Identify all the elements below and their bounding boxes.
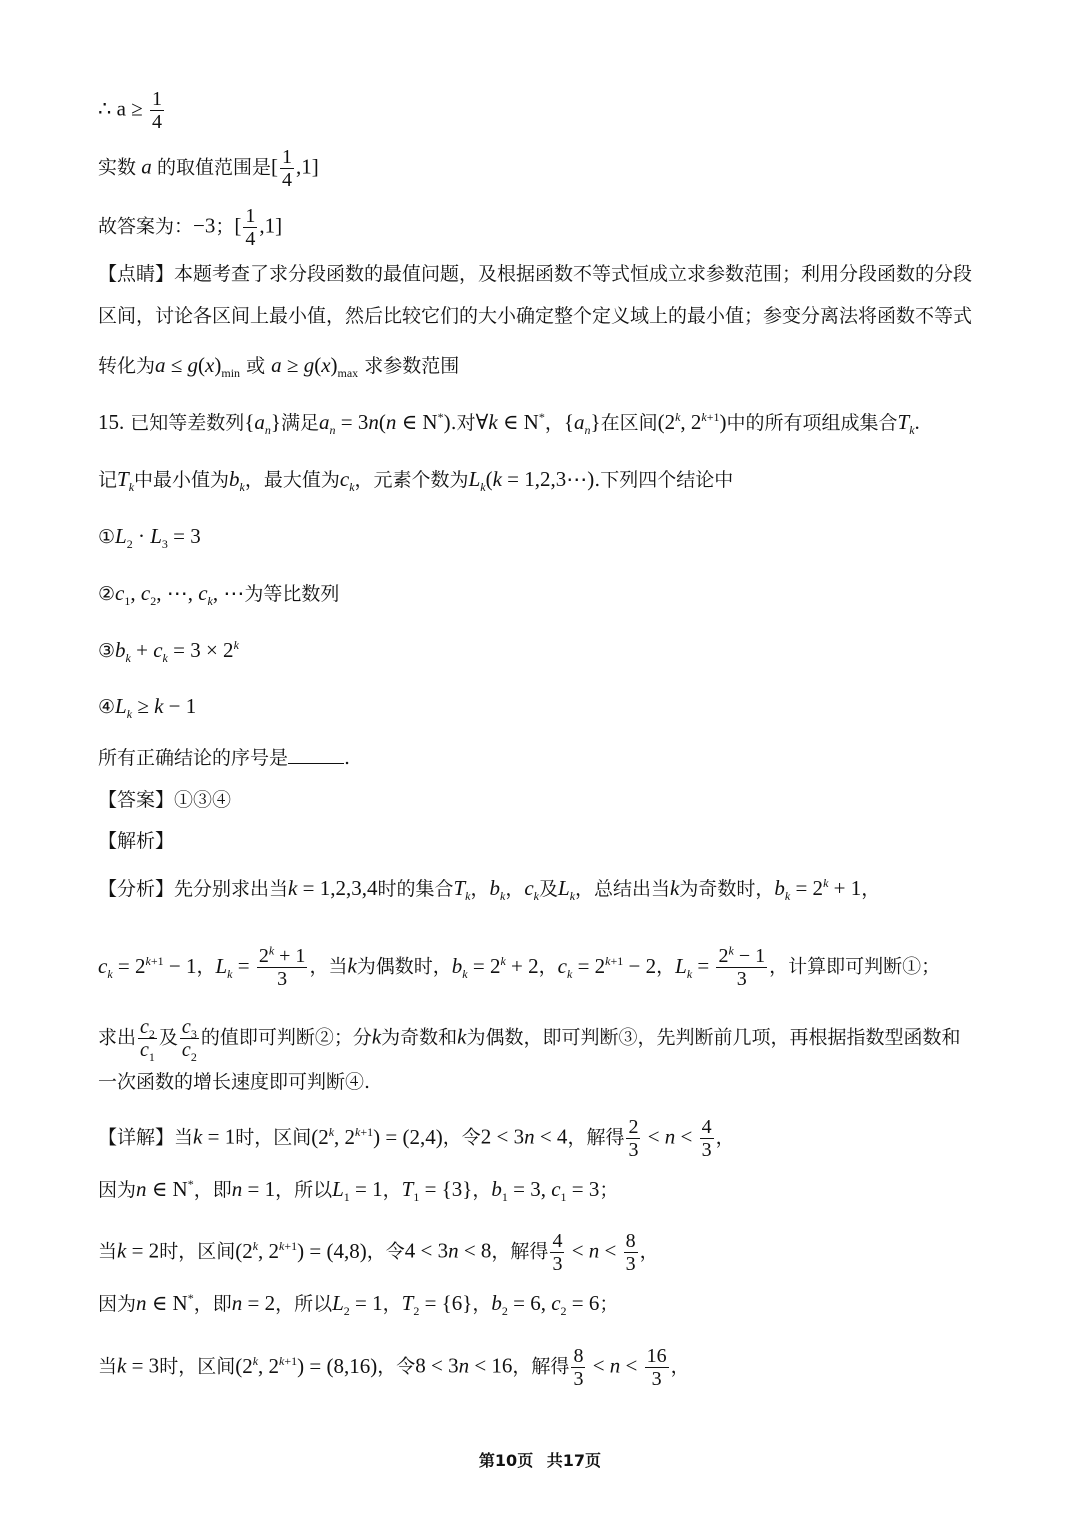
conclusion-line: ∴ a ≥ $\frac{1}{4}$ xyxy=(98,88,162,133)
fenxi-line-2: $c_k = 2^{k+1} - 1$，$L_k$ = $\frac{2^k + 1}{3}$ ，当k为偶数时，$b_k = 2^k + 2$，$c_k = 2^{k+1} - 2$，$L_k$ = $\frac{2^k - 1}{3}$ ，计算即可判断①； xyxy=(98,943,941,990)
answer-line: 【答案】①③④ xyxy=(98,789,232,811)
statement-3: $③b_k + c_k = 3 \times 2^k$ xyxy=(98,638,239,666)
jiexi-line: 【解析】 xyxy=(98,830,175,852)
fenxi-line-4: 一次函数的增长速度即可判断④. xyxy=(98,1071,371,1093)
statement-2: $②c_1$, $c_2$, ⋯, $c_k$, ⋯为等比数列 xyxy=(98,581,340,609)
page-footer xyxy=(0,1448,1080,1471)
page-total: 共17页 xyxy=(546,1451,602,1470)
statement-4: $④L_k \ge k - 1$ xyxy=(98,694,197,722)
dianjing-line-3: 转化为$a \le g(x)_{min}$ 或 $a \ge g(x)_{max}$ 求参数范围 xyxy=(98,353,460,381)
dianjing-line-2: 区间，讨论各区间上最小值，然后比较它们的大小确定整个定义域上的最小值；参变分离法将函数不等式 xyxy=(98,305,973,327)
question-15-line-2: 记$T_k$中最小值为$b_k$，最大值为$c_k$，元素个数为$L_k(k$ = 1,2,3⋯).下列四个结论中 xyxy=(98,467,734,495)
xiangjie-line-5: 当k = 3时，区间(2$^k$, $2^{k+1}) = (8,16)$，令8 < 3n < 16，解得 $\frac{8}{3}$ < n < $\frac{16}{3}$ ， xyxy=(98,1345,690,1390)
fenxi-line-1: 【分析】先分别求出当k = 1,2,3,4时的集合$T_k$，$b_k$，$c_k$及$L_k$，总结出当k为奇数时，$b_k = 2^k + 1$， xyxy=(98,876,881,904)
fenxi-line-3: 求出 $\frac{c_2}{c_1}$ 及 $\frac{c_3}{c_2}$ 的值即可判断②；分k为奇数和k为偶数，即可判断③，先判断前几项，再根据指数型函数和 xyxy=(98,1016,961,1064)
xiangjie-line-2: 因为n ∈ N*，即n = 1，所以$L_1 = 1$，$T_1 = \{3\}$，$b_1 = 3$, $c_1 = 3$； xyxy=(98,1177,619,1205)
answer-blank xyxy=(288,745,344,764)
xiangjie-line-4: 因为n ∈ N*，即n = 2，所以$L_2 = 1$，$T_2 = \{6\}$，$b_2 = 6$, $c_2 = 6$； xyxy=(98,1291,619,1319)
dianjing-line-1: 【点睛】本题考查了求分段函数的最值问题，及根据函数不等式恒成立求参数范围；利用分段函数的分段 xyxy=(98,263,973,285)
range-line: 实数 a 的取值范围是[ $\frac{1}{4}$ ,1] xyxy=(98,146,319,191)
answer-summary-line: 故答案为：−3；[ $\frac{1}{4}$ ,1] xyxy=(98,205,283,250)
page-number: 第10页 xyxy=(478,1451,534,1470)
ask-line: 所有正确结论的序号是 . xyxy=(98,747,351,769)
question-15-line-1: 15. 已知等差数列$\{a_n\}$满足$a_n = 3n(n$ ∈ N*).对∀k ∈ N*，$\{a_n\}$在区间(2$^k$, $2^{k+1}$)中的所有项组成集合$T_k$. xyxy=(98,410,920,438)
statement-1: $①L_2 \cdot L_3 = 3$ xyxy=(98,524,201,552)
xiangjie-line-1: 【详解】当k = 1时，区间(2$^k$, $2^{k+1}) = (2,4)$，令2 < 3n < 4，解得 $\frac{2}{3}$ < n < $\frac{4}{3}$ ， xyxy=(98,1116,735,1161)
xiangjie-line-3: 当k = 2时，区间(2$^k$, $2^{k+1}) = (4,8)$，令4 < 3n < 8，解得 $\frac{4}{3}$ < n < $\frac{8}{3}$ ， xyxy=(98,1230,659,1275)
